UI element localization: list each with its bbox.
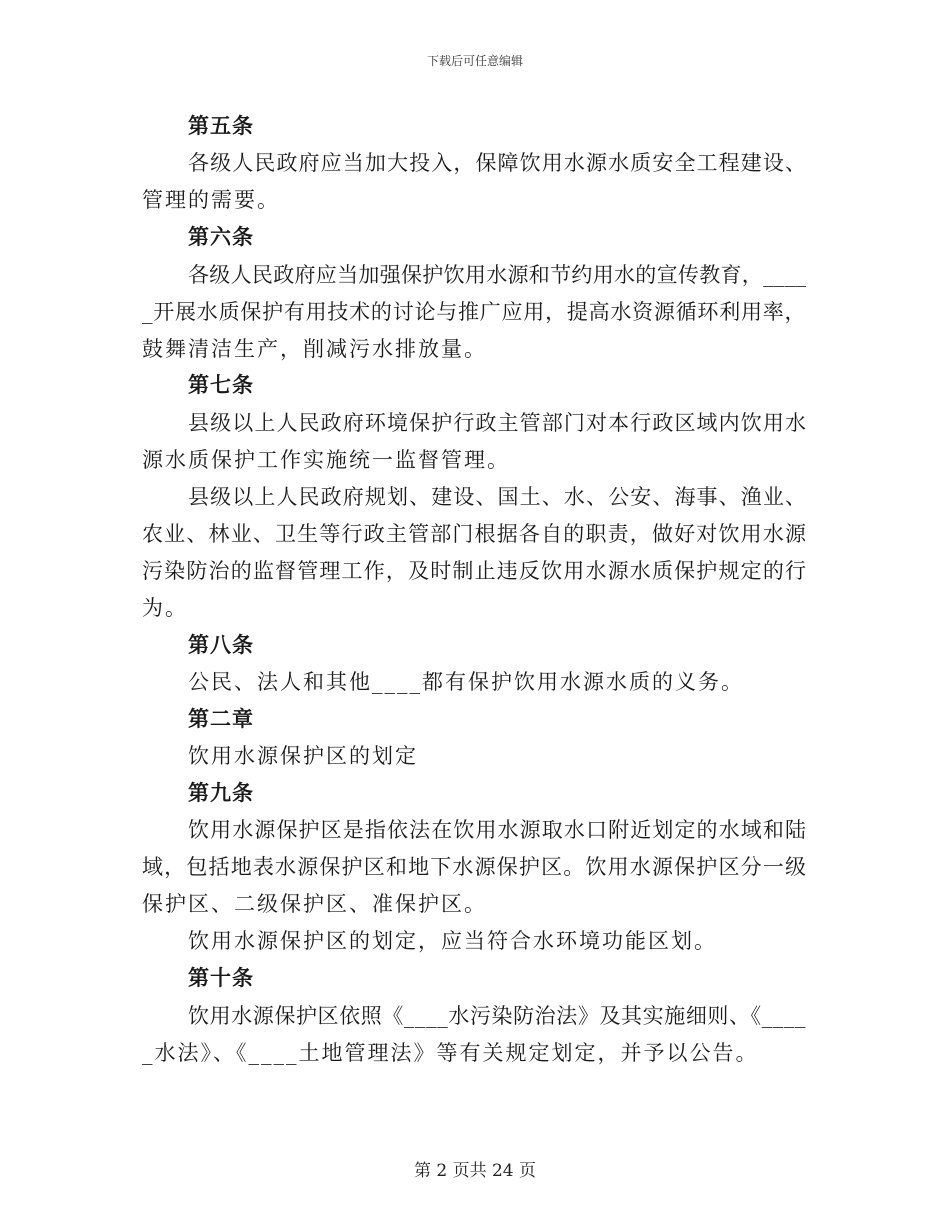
paragraph-line: 鼓舞清洁生产，削减污水排放量。 [142, 337, 487, 361]
paragraph-line: 饮用水源保护区是指依法在饮用水源取水口附近划定的水域和陆 [188, 818, 808, 842]
chapter-2-heading: 第二章 [188, 706, 254, 731]
article-10-heading: 第十条 [188, 965, 254, 990]
paragraph-line: 污染防治的监督管理工作，及时制止违反饮用水源水质保护规定的行 [142, 559, 808, 583]
paragraph-line: 保护区、二级保护区、准保护区。 [142, 892, 487, 916]
paragraph-line: 县级以上人民政府环境保护行政主管部门对本行政区域内饮用水 [188, 411, 808, 435]
paragraph-line: 管理的需要。 [142, 188, 280, 212]
paragraph-line: _水法》、《____土地管理法》等有关规定划定，并予以公告。 [142, 1041, 759, 1065]
paragraph-line: _开展水质保护有用技术的讨论与推广应用，提高水资源循环利用率， [142, 300, 807, 324]
paragraph-line: 源水质保护工作实施统一监督管理。 [142, 448, 510, 472]
page-header: 下载后可任意编辑 [426, 54, 523, 68]
article-8-heading: 第八条 [188, 632, 254, 657]
paragraph-line: 各级人民政府应当加强保护饮用水源和节约用水的宣传教育，____ [188, 263, 807, 287]
article-9-heading: 第九条 [188, 780, 254, 805]
article-7-heading: 第七条 [188, 372, 254, 397]
paragraph-line: 饮用水源保护区的划定，应当符合水环境功能区划。 [188, 929, 717, 953]
article-6-heading: 第六条 [188, 224, 254, 249]
chapter-title: 饮用水源保护区的划定 [188, 744, 418, 768]
paragraph-line: 为。 [142, 596, 188, 620]
page-footer: 第 2 页共 24 页 [413, 1161, 537, 1181]
paragraph-line: 农业、林业、卫生等行政主管部门根据各自的职责，做好对饮用水源 [142, 522, 808, 546]
paragraph-line: 公民、法人和其他____都有保护饮用水源水质的义务。 [188, 670, 744, 694]
paragraph-line: 域，包括地表水源保护区和地下水源保护区。饮用水源保护区分一级 [142, 855, 808, 879]
article-5-heading: 第五条 [188, 113, 254, 138]
paragraph-line: 饮用水源保护区依照《____水污染防治法》及其实施细则、《____ [188, 1004, 807, 1028]
paragraph-line: 各级人民政府应当加大投入，保障饮用水源水质安全工程建设、 [188, 151, 808, 175]
paragraph-line: 县级以上人民政府规划、建设、国土、水、公安、海事、渔业、 [188, 485, 808, 509]
